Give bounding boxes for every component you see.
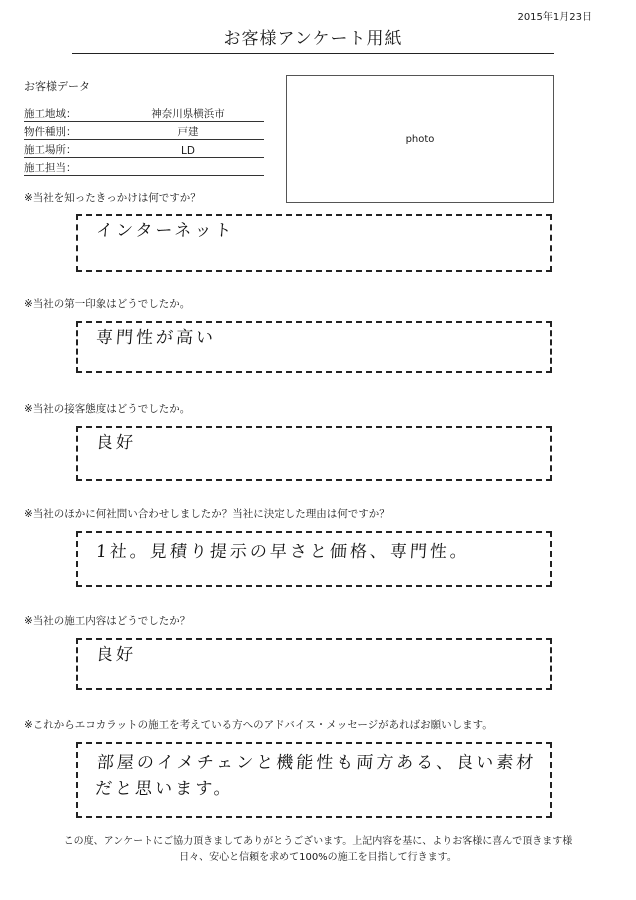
info-row-staff: [24, 158, 264, 176]
answer-6: 部屋のイメチェンと機能性も両方ある、良い素材だと思います。: [94, 753, 537, 799]
answer-box-5: [76, 638, 552, 690]
answer-box-4: [76, 531, 552, 587]
info-key: 施工場所：: [24, 144, 77, 156]
info-key: 施工担当：: [24, 162, 77, 174]
question-3: ※当社の接客態度はどうでしたか。: [24, 403, 191, 415]
info-value: LD: [181, 145, 195, 157]
answer-4: 1社。見積り提示の早さと価格、専門性。: [95, 542, 471, 562]
footer-line-1: この度、アンケートにご協力頂きましてありがとうございます。上記内容を基に、よりお客様に喜んで頂きます様: [63, 836, 573, 847]
info-key: 物件種別：: [24, 126, 77, 138]
info-row-area: [24, 104, 264, 122]
answer-box-6: [76, 742, 552, 818]
photo-placeholder: [286, 75, 554, 203]
info-row-location: [24, 140, 264, 158]
answer-box-1: [76, 214, 552, 272]
question-2: ※当社の第一印象はどうでしたか。: [24, 298, 191, 310]
info-key: 施工地域：: [24, 108, 77, 120]
answer-box-2: [76, 321, 552, 373]
customer-section-label: お客様データ: [24, 80, 90, 93]
question-4: ※当社のほかに何社問い合わせしましたか？当社に決定した理由は何ですか？: [24, 508, 390, 520]
survey-date: 2015年1月23日: [517, 12, 592, 23]
question-1: ※当社を知ったきっかけは何ですか？: [24, 192, 201, 204]
question-5: ※当社の施工内容はどうでしたか？: [24, 615, 191, 627]
photo-label: photo: [405, 133, 435, 145]
answer-3: 良好: [95, 433, 137, 453]
info-value: 戸建: [177, 126, 199, 138]
question-6: ※これからエコカラットの施工を考えている方へのアドバイス・メッセージがあればお願いします。: [24, 719, 493, 731]
answer-5: 良好: [95, 645, 137, 665]
info-value: 神奈川県横浜市: [151, 108, 225, 120]
customer-data-table: [24, 104, 264, 176]
footer-message: [24, 834, 612, 866]
answer-2: 専門性が高い: [95, 328, 217, 348]
answer-box-3: [76, 426, 552, 481]
answer-1: インターネット: [95, 221, 236, 241]
info-row-property-type: [24, 122, 264, 140]
footer-line-2: 日々、安心と信頼を求めて100%の施工を目指して行きます。: [179, 852, 457, 863]
page-title: お客様アンケート用紙: [72, 24, 554, 54]
